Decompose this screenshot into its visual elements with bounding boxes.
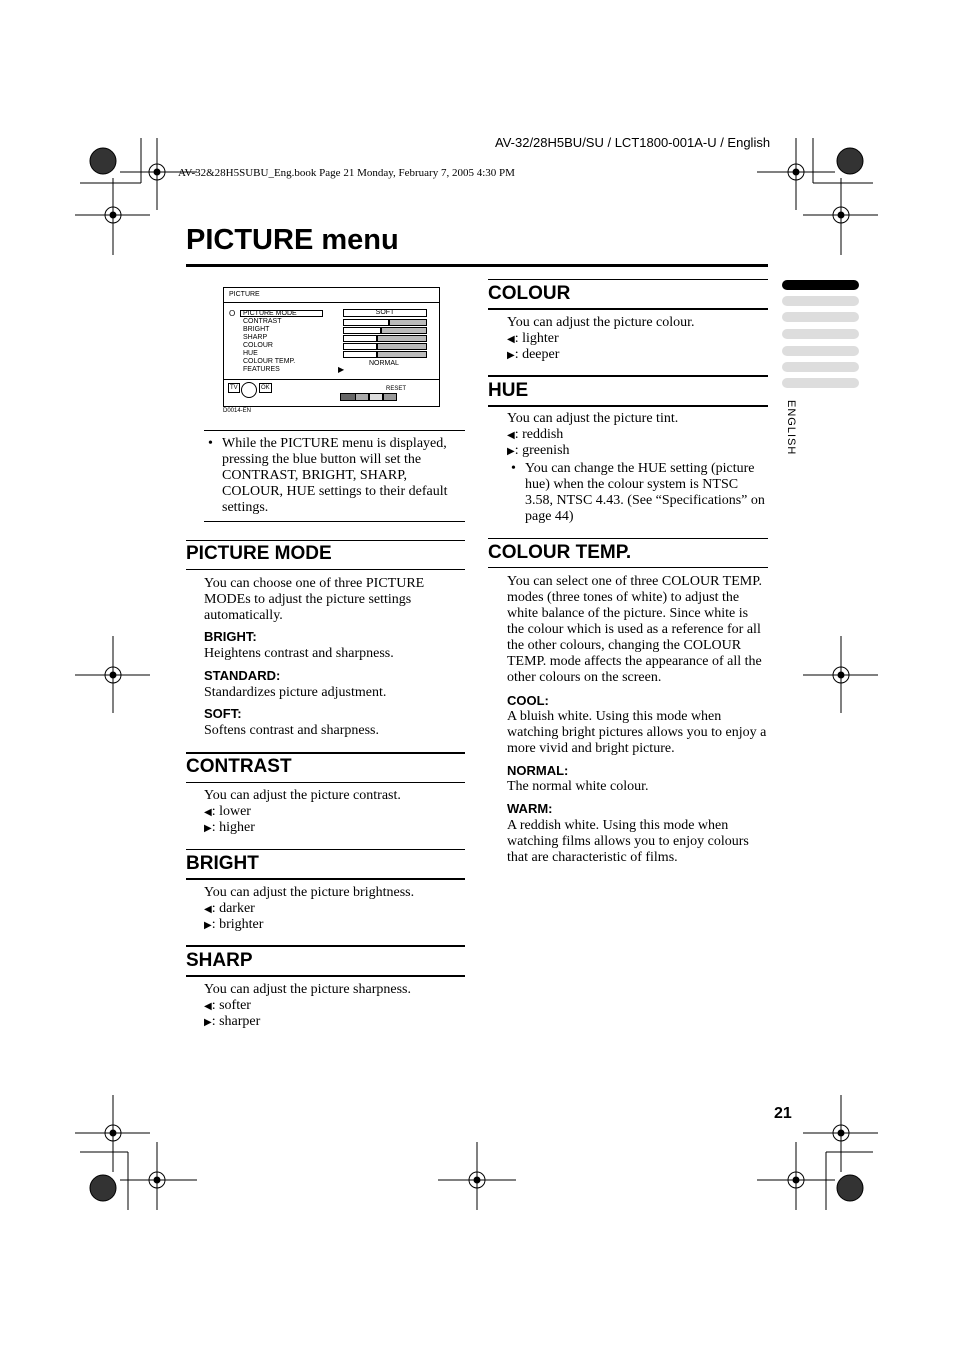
contrast-right-line: ▶: higher (204, 820, 255, 835)
left-arrow-icon: ◀ (204, 904, 212, 915)
osd-item: HUE (243, 350, 258, 357)
sharp-left-line: ◀: softer (204, 998, 251, 1013)
sharp-right-line: ▶: sharper (204, 1014, 261, 1029)
osd-color-key-icon (355, 393, 369, 401)
hue-right-line: ▶: greenish (507, 443, 570, 458)
osd-tv-button-icon: TV (230, 385, 238, 391)
hue-heading: HUE (488, 380, 529, 401)
colour-right-line: ▶: deeper (507, 347, 560, 362)
picture-mode-intro: You can choose one of three PICTURE MODEs to adjust the picture settings automatically. (204, 576, 425, 623)
right-arrow-icon: ▶ (204, 823, 212, 834)
osd-bar-tick (376, 335, 378, 342)
hue-intro: You can adjust the picture tint. (507, 411, 679, 426)
warm-label: WARM: (507, 801, 553, 816)
side-tab (782, 362, 859, 372)
osd-features-arrow-icon: ▶ (338, 365, 345, 374)
section-rule (186, 945, 465, 947)
picture-mode-heading: PICTURE MODE (186, 543, 332, 564)
soft-mode-text: Softens contrast and sharpness. (204, 723, 379, 738)
section-rule (488, 538, 768, 539)
osd-reset-label: RESET (386, 386, 407, 392)
title-rule (186, 264, 768, 267)
colour-left-line: ◀: lighter (507, 331, 559, 346)
hue-note: You can change the HUE setting (picture hue) when the colour system is NTSC 3.58, NTSC 4.43. (See “Specifications” on page 44) (525, 461, 765, 524)
standard-mode-label: STANDARD: (204, 668, 281, 683)
section-rule (186, 849, 465, 850)
left-arrow-icon: ◀ (507, 334, 515, 345)
hue-left-line: ◀: reddish (507, 427, 564, 442)
section-rule (488, 279, 768, 280)
note-top-rule (204, 430, 465, 431)
section-rule (186, 569, 465, 570)
osd-bar-tick (388, 319, 390, 326)
osd-item: COLOUR (243, 342, 273, 349)
osd-item: CONTRAST (243, 318, 282, 325)
side-language-label: ENGLISH (785, 400, 797, 456)
note-bottom-rule (204, 521, 465, 522)
sharp-intro: You can adjust the picture sharpness. (204, 982, 411, 997)
section-rule (488, 308, 768, 310)
osd-colour-bar (343, 343, 427, 350)
section-rule (186, 752, 465, 754)
side-tab (782, 312, 859, 322)
osd-contrast-bar (343, 319, 427, 326)
osd-cursor: O (229, 309, 236, 318)
right-arrow-icon: ▶ (507, 446, 515, 457)
osd-color-key-icon (369, 393, 383, 401)
osd-sharp-bar (343, 335, 427, 342)
osd-item: SHARP (243, 334, 268, 341)
model-reference: AV-32/28H5BU/SU / LCT1800-001A-U / English (495, 135, 771, 150)
normal-label: NORMAL: (507, 763, 569, 778)
side-tab (782, 296, 859, 306)
osd-item: COLOUR TEMP. (243, 358, 296, 365)
colour-temp-heading: COLOUR TEMP. (488, 542, 632, 563)
bright-left-line: ◀: darker (204, 901, 255, 916)
side-tab (782, 329, 859, 339)
osd-screen (223, 287, 440, 407)
contrast-heading: CONTRAST (186, 756, 292, 777)
osd-item: BRIGHT (243, 326, 270, 333)
warm-text: A reddish white. Using this mode when watching films allows you to enjoy colours that are characteristic of films. (507, 818, 749, 865)
bright-intro: You can adjust the picture brightness. (204, 885, 415, 900)
osd-hue-bar (343, 351, 427, 358)
colour-heading: COLOUR (488, 283, 571, 304)
osd-color-key-icon (383, 393, 397, 401)
osd-bar-tick (376, 351, 378, 358)
osd-bar-tick (380, 327, 382, 334)
osd-temp-value: NORMAL (369, 360, 399, 367)
standard-mode-text: Standardizes picture adjustment. (204, 685, 387, 700)
page-title: PICTURE menu (186, 224, 399, 256)
section-rule (186, 878, 465, 880)
osd-ok-button-icon: OK (261, 385, 270, 391)
osd-figure-code: D0014-EN (223, 408, 252, 414)
left-arrow-icon: ◀ (204, 807, 212, 818)
right-arrow-icon: ▶ (204, 1017, 212, 1028)
cool-label: COOL: (507, 693, 549, 708)
osd-item: PICTURE MODE (243, 310, 297, 317)
note-bullet: • (208, 436, 213, 451)
section-rule (488, 567, 768, 568)
colour-temp-intro: You can select one of three COLOUR TEMP. modes (three tones of white) to adjust the white balance of the picture. Since white is the colour which is used as a reference for all the other colours, changing the COLOUR TEMP. mode affects the appearance of all the other colours on the screen. (507, 574, 762, 685)
left-arrow-icon: ◀ (507, 430, 515, 441)
contrast-left-line: ◀: lower (204, 804, 251, 819)
side-tab (782, 378, 859, 388)
sharp-heading: SHARP (186, 950, 253, 971)
cool-text: A bluish white. Using this mode when watching bright pictures allows you to enjoy a more vivid and bright picture. (507, 709, 767, 756)
hue-note-bullet: • (511, 461, 516, 476)
osd-color-key-icon (340, 393, 356, 401)
book-info-line: AV-32&28H5SUBU_Eng.book Page 21 Monday, February 7, 2005 4:30 PM (178, 167, 515, 179)
osd-mode-value: SOFT (343, 309, 427, 317)
bright-mode-text: Heightens contrast and sharpness. (204, 646, 394, 661)
osd-direction-pad-icon (241, 382, 257, 398)
bright-heading: BRIGHT (186, 853, 259, 874)
osd-bright-bar (343, 327, 427, 334)
contrast-intro: You can adjust the picture contrast. (204, 788, 401, 803)
section-rule (488, 405, 768, 407)
section-rule (488, 375, 768, 377)
section-rule (186, 540, 465, 541)
side-tab-active (782, 280, 859, 290)
osd-bar-tick (376, 343, 378, 350)
bright-mode-label: BRIGHT: (204, 629, 257, 644)
section-rule (186, 782, 465, 783)
bright-right-line: ▶: brighter (204, 917, 264, 932)
side-tab (782, 346, 859, 356)
note-text: While the PICTURE menu is displayed, pressing the blue button will set the CONTRAST, BRIGHT, SHARP, COLOUR, HUE settings to their default settings. (222, 436, 448, 515)
right-arrow-icon: ▶ (204, 920, 212, 931)
colour-intro: You can adjust the picture colour. (507, 315, 695, 330)
section-rule (186, 975, 465, 977)
osd-title: PICTURE (229, 291, 260, 298)
osd-item: FEATURES (243, 366, 280, 373)
page-number: 21 (774, 1105, 792, 1122)
left-arrow-icon: ◀ (204, 1001, 212, 1012)
soft-mode-label: SOFT: (204, 706, 242, 721)
normal-text: The normal white colour. (507, 779, 649, 794)
right-arrow-icon: ▶ (507, 350, 515, 361)
